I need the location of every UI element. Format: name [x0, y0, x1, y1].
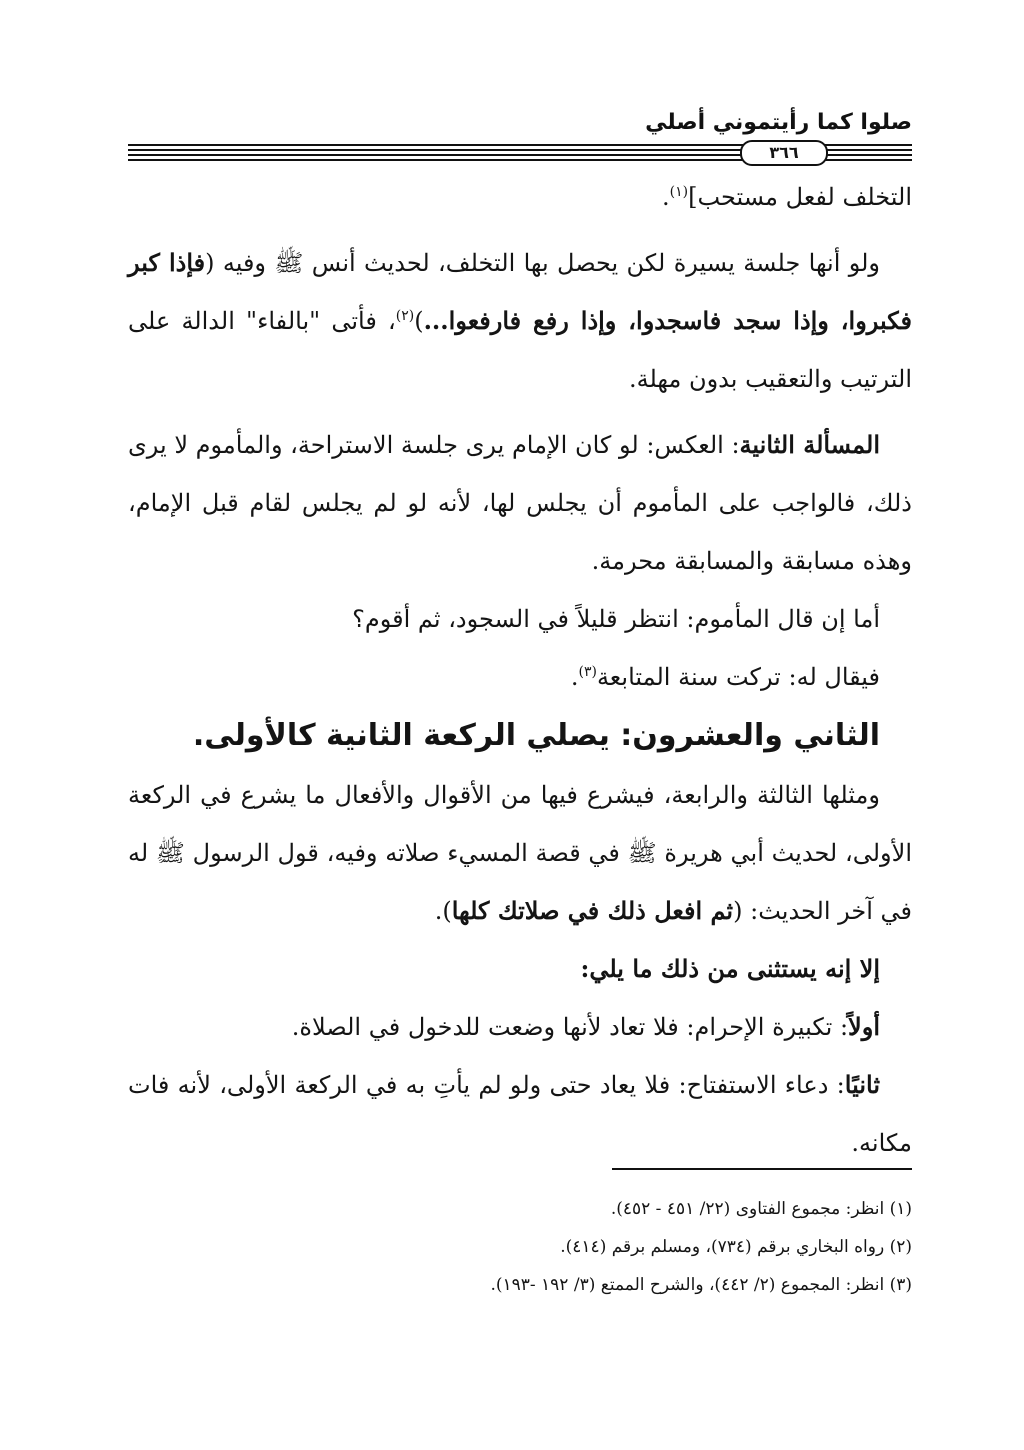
paragraph-answer: فيقال له: تركت سنة المتابعة$^{(٣)}$.: [570, 663, 880, 691]
text: إلا إنه يستثنى من ذلك ما يلي:: [580, 954, 880, 983]
text: : العكس: لو كان الإمام يرى جلسة الاستراحة، والمأموم لا يرى ذلك، فالواجب على المأموم أن يجلس لها، لأنه لو لم يجلس لقام قبل الإمام، وهذه مسابقة والمسابقة محرمة.: [128, 431, 912, 575]
footnote: (٣) انظر: المجموع (٢/ ٤٤٢)، والشرح الممتع (٣/ ١٩٢ -١٩٣).: [490, 1275, 912, 1295]
text: : دعاء الاستفتاح: فلا يعاد حتى ولو لم يأتِ به في الركعة الأولى، لأنه فات مكانه.: [128, 1071, 912, 1157]
text: ).: [434, 897, 452, 925]
issue-label: المسألة الثانية: [739, 430, 880, 459]
text: ، فأتى "بالفاء" الدالة على الترتيب والتعقيب بدون مهلة.: [128, 307, 912, 393]
footnote-ref: (٣): [578, 664, 597, 680]
paragraph-question: [128, 590, 912, 648]
paragraph-first-exception: [128, 998, 912, 1056]
section-heading: الثاني والعشرون: يصلي الركعة الثانية كالأولى.: [192, 718, 880, 753]
text: فيقال له: تركت سنة المتابعة: [596, 663, 880, 691]
text: : تكبيرة الإحرام: فلا تعاد لأنها وضعت للدخول في الصلاة.: [291, 1013, 849, 1041]
paragraph-continuation: التخلف لفعل مستحب]$^{(١)}$.: [661, 183, 912, 211]
footnote-ref: (٢): [395, 308, 415, 324]
footnote-ref: (١): [669, 184, 689, 200]
paragraph-exceptions: [128, 940, 912, 998]
hadith-quote: فإذا كبر فكبروا، وإذا سجد فاسجدوا، وإذا رفع فارفعوا...: [128, 248, 913, 335]
hadith-quote: ثم افعل ذلك في صلاتك كلها: [451, 896, 734, 925]
footnote: (١) انظر: مجموع الفتاوى (٢٢/ ٤٥١ - ٤٥٢).: [610, 1199, 912, 1219]
paragraph-anas-hadith: [128, 234, 912, 408]
text: أما إن قال المأموم: انتظر قليلاً في السجود، ثم أقوم؟: [352, 605, 880, 633]
text: التخلف لفعل مستحب]: [688, 183, 912, 211]
paragraph-second-exception: [128, 1056, 912, 1172]
text: ومثلها الثالثة والرابعة، فيشرع فيها من الأقوال والأفعال ما يشرع في الركعة الأولى، لحديث أبي هريرة ﷺ في قصة المسيء صلاته وفيه، قول الرسول ﷺ له في آخر الحديث: (: [128, 781, 912, 925]
paragraph-abu-hurairah: [128, 766, 912, 940]
list-label: أولاً: [848, 1012, 880, 1041]
text: ): [414, 307, 424, 335]
paragraph-second-issue: [128, 416, 912, 590]
list-label: ثانيًا: [844, 1070, 880, 1099]
footnote-separator: [612, 1168, 912, 1170]
running-head: صلوا كما رأيتموني أصلي: [645, 110, 912, 135]
footnote: (٢) رواه البخاري برقم (٧٣٤)، ومسلم برقم (٤١٤).: [560, 1237, 912, 1257]
text: ولو أنها جلسة يسيرة لكن يحصل بها التخلف، لحديث أنس ﷺ وفيه (: [205, 249, 881, 277]
header-rule: [128, 140, 912, 166]
page-number: ٣٦٦: [740, 140, 828, 166]
footnotes: [128, 1190, 912, 1304]
page-body: [128, 168, 912, 1172]
